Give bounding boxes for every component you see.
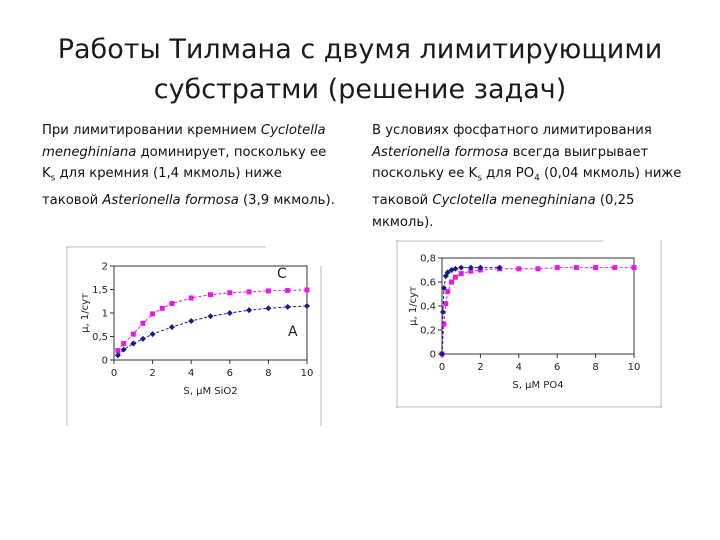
data-point-square (443, 301, 448, 306)
data-point-diamond (458, 265, 464, 271)
left-text-part4: (3,9 мкмоль). (238, 193, 335, 209)
data-point-diamond (208, 313, 214, 319)
right-text-part2: всегда выигрывает поскольку ее K (372, 144, 649, 181)
data-point-square (555, 265, 560, 270)
data-point-square (131, 332, 136, 337)
series-line-1 (118, 306, 307, 355)
data-point-square (121, 341, 126, 346)
x-tick-label: 0 (438, 362, 446, 373)
data-point-square (453, 275, 458, 280)
data-point-square (574, 265, 579, 270)
y-tick-label: 2 (101, 261, 108, 273)
y-tick-label: 0,5 (92, 332, 108, 343)
chart-svg (66, 246, 322, 426)
chart-svg (396, 240, 662, 408)
x-tick-label: 8 (592, 362, 599, 373)
data-point-square (169, 301, 174, 306)
x-tick-label: 4 (188, 368, 195, 379)
y-tick-label: 0 (101, 355, 108, 367)
x-tick-label: 2 (477, 362, 484, 373)
chart-phosphate (396, 240, 662, 408)
data-point-square (266, 288, 271, 293)
y-axis-label: μ, 1/сут (80, 293, 91, 333)
data-point-square (285, 288, 290, 293)
data-point-square (536, 266, 541, 271)
x-tick-label: 2 (149, 368, 156, 379)
x-tick-label: 6 (226, 368, 233, 379)
data-point-square (593, 265, 598, 270)
data-point-square (459, 271, 464, 276)
data-point-diamond (246, 307, 252, 313)
right-species-2: Cyclotella meneghiniana (432, 193, 596, 209)
left-paragraph (42, 120, 342, 212)
series-line-0 (442, 268, 634, 354)
data-point-diamond (169, 324, 175, 330)
left-text-part1: При лимитировании кремнием (42, 123, 261, 138)
left-ks-subscript: s (50, 173, 56, 184)
data-point-square (445, 289, 450, 294)
left-text-part3: для кремния (1,4 мкмоль) ниже таковой (42, 166, 282, 209)
y-axis-label: μ, 1/сут (408, 286, 419, 326)
slide-title: Работы Тилмана с двумя лимитирующими субстратми (решение задач) (57, 34, 663, 105)
y-tick-label: 0,6 (420, 277, 436, 289)
data-point-square (208, 292, 213, 297)
x-tick-label: 10 (300, 368, 314, 379)
right-species-1: Asterionella formosa (372, 144, 509, 160)
chart-silicon (66, 246, 322, 426)
data-point-diamond (227, 310, 233, 316)
left-species-2: Asterionella formosa (102, 193, 239, 209)
x-tick-label: 6 (554, 362, 561, 373)
y-tick-label: 0,4 (420, 301, 436, 313)
x-axis-label: S, μM SiO2 (183, 386, 238, 397)
y-tick-label: 0 (429, 349, 436, 361)
data-point-square (632, 265, 637, 270)
x-axis-label: S, μM PO4 (512, 380, 564, 391)
y-tick-label: 0,2 (420, 325, 436, 337)
data-point-diamond (285, 304, 291, 310)
data-point-square (305, 287, 310, 292)
data-point-diamond (140, 336, 146, 342)
data-point-square (441, 322, 446, 327)
x-tick-label: 4 (515, 362, 522, 373)
data-point-square (227, 290, 232, 295)
data-point-square (150, 311, 155, 316)
data-point-square (140, 321, 145, 326)
data-point-diamond (188, 318, 194, 324)
x-tick-label: 0 (110, 368, 118, 379)
left-text-part2: доминирует, поскольку ее K (42, 144, 327, 181)
right-paragraph (372, 120, 688, 233)
x-tick-label: 8 (265, 368, 272, 379)
right-po4-subscript: 4 (534, 173, 540, 184)
right-text-part3: для PO (481, 166, 535, 181)
y-tick-label: 1,5 (92, 285, 108, 296)
series-label: A (288, 324, 298, 340)
right-text-part5: (0,25 мкмоль). (372, 193, 635, 230)
data-point-square (449, 280, 454, 285)
y-tick-label: 1 (101, 308, 108, 320)
data-point-square (516, 266, 521, 271)
right-ks-subscript: s (477, 173, 482, 184)
data-point-square (160, 306, 165, 311)
x-tick-label: 10 (627, 362, 641, 373)
left-species-1: Cyclotella meneghiniana (42, 123, 326, 160)
series-line-0 (118, 290, 307, 351)
data-point-square (189, 295, 194, 300)
right-text-part1: В условиях фосфатного лимитирования (372, 123, 652, 138)
data-point-diamond (150, 331, 156, 337)
data-point-square (247, 289, 252, 294)
data-point-diamond (304, 303, 310, 309)
right-text-part4: (0,04 мкмоль) ниже таковой (372, 166, 682, 209)
data-point-diamond (130, 341, 136, 347)
series-label: C (277, 266, 287, 282)
y-tick-label: 0,8 (420, 253, 436, 265)
data-point-square (612, 265, 617, 270)
data-point-diamond (265, 305, 271, 311)
